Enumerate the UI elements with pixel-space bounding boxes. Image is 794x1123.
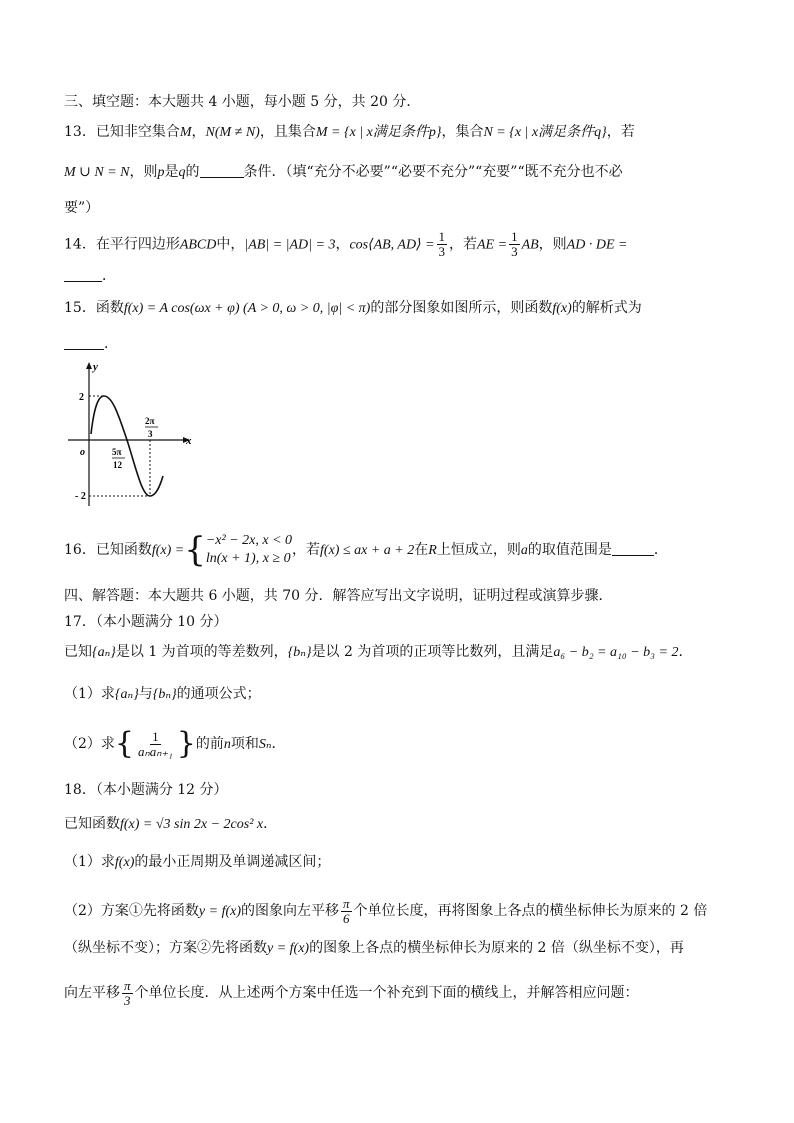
q18-title: 18．（本小题满分 12 分） — [64, 782, 228, 798]
q15-line-2 — [64, 334, 118, 354]
q17-stem — [64, 642, 693, 663]
q17-condition: a₆ − b₂ = a₁₀ − b₃ = 2 — [553, 645, 679, 660]
q15-func: f(x) = A cos(ωx + φ) (A > 0, ω > 0, |φ| < π) — [123, 301, 371, 316]
x2-num-label: 2π — [145, 416, 155, 426]
q17-part-1 — [64, 684, 261, 705]
q18-text: 已知函数 — [64, 816, 120, 832]
q15-end: ． — [104, 336, 118, 352]
q13-text: ，则 — [129, 164, 158, 180]
q16-case-2: ln(x + 1), x ≥ 0 — [205, 551, 291, 566]
q17-text: 项和 — [230, 736, 259, 752]
y-axis-label: y — [93, 361, 98, 373]
q17-sn: Sₙ — [258, 737, 272, 752]
q18-text: （2）方案①先将函数 — [64, 903, 199, 919]
q14-cos-den: 3 — [438, 244, 445, 259]
q16-text: 的取值范围是 — [527, 542, 612, 558]
q14-line-2 — [64, 266, 116, 286]
cosine-curve — [91, 396, 163, 496]
q18-pi3-fraction — [122, 979, 133, 1008]
x-axis-label: x — [186, 435, 192, 447]
q13-p: p — [157, 165, 165, 180]
q16-answer-blank — [612, 541, 654, 556]
q13-text: ，集合 — [441, 124, 484, 140]
q14-line-1 — [64, 230, 627, 259]
q14-ae: AE = — [477, 237, 508, 253]
q14-abcd: ABCD — [179, 237, 217, 253]
q17-frac-num: 1 — [152, 728, 159, 744]
q17-left-brace: { — [114, 726, 135, 761]
y-axis-arrow — [86, 362, 92, 369]
q16-end: ． — [653, 542, 668, 558]
q16-a: a — [520, 543, 528, 558]
q18-pi6-fraction — [341, 897, 352, 926]
y-max-label: 2 — [79, 392, 84, 403]
q17-text: ． — [271, 736, 286, 752]
q14-text: ，若 — [449, 236, 477, 253]
q15-graph — [64, 358, 204, 508]
q14-end: ． — [102, 268, 116, 284]
q13-text: ，若 — [606, 124, 635, 140]
q16-text: 上恒成立，则 — [436, 542, 521, 558]
x1-num-label: 5π — [112, 447, 122, 457]
origin-label: o — [80, 447, 85, 458]
q16-fx: f(x) = — [151, 543, 185, 558]
q17-frac-den: aₙaₙ₊₁ — [138, 743, 173, 759]
q16-text: ，若 — [292, 542, 321, 558]
q18-text: 的最小正周期及单调递减区间； — [134, 854, 331, 870]
q14-text: ， — [335, 236, 350, 253]
q16-case-1: −x² − 2x, x < 0 — [205, 533, 293, 548]
q18-stem — [64, 814, 277, 835]
q17-text: ． — [678, 644, 693, 660]
q18-text: 的图象上各点的横坐标伸长为原来的 2 倍（纵坐标不变），再 — [309, 940, 684, 956]
q16-text: 16．已知函数 — [64, 542, 152, 558]
q13-set-m: M = {x | x满足条件p} — [315, 125, 442, 140]
q17-an: {aₙ} — [92, 645, 116, 660]
q15-answer-blank — [64, 335, 104, 350]
q14-ae-fraction — [509, 230, 520, 259]
q13-line-2 — [64, 162, 623, 183]
q13-n: N(M ≠ N) — [205, 125, 260, 140]
q16-line — [64, 530, 668, 571]
q14-text: ，则 — [538, 236, 567, 253]
q18-pi3-num: π — [124, 977, 131, 993]
q15-text: 的部分图象如图所示，则函数 — [370, 300, 553, 316]
q13-text: 的 — [185, 164, 200, 180]
section-4-header: 四、解答题：本大题共 6 小题，共 70 分．解答应写出文字说明，证明过程或演算步骤． — [64, 588, 613, 604]
q14-norm-eq: |AB| = |AD| = 3 — [244, 237, 336, 253]
q17-an: {aₙ} — [114, 687, 139, 702]
q18-text: 个单位长度．从上述两个方案中任选一个补充到下面的横线上，并解答相应问题： — [134, 985, 639, 1001]
q14-cos-fraction — [437, 230, 448, 259]
q16-brace: { — [184, 530, 206, 570]
q18-pi6-num: π — [343, 895, 350, 911]
q17-bn: {bₙ} — [287, 645, 312, 660]
q13-text: ， — [191, 124, 206, 140]
q17-text: （2）求 — [64, 736, 115, 752]
x1-den-label: 12 — [113, 460, 122, 470]
q15-text: 15．函数 — [64, 300, 124, 316]
q18-text: 个单位长度，再将图象上各点的横坐标伸长为原来的 2 倍 — [353, 903, 708, 919]
q16-text: 在 — [414, 542, 429, 558]
q18-pi3-den: 3 — [124, 992, 131, 1008]
q14-ae-num: 1 — [511, 229, 518, 244]
q18-part-2-line-1 — [64, 894, 707, 929]
q13-m: M — [179, 125, 192, 140]
q18-text: （纵坐标不变）；方案②先将函数 — [64, 940, 267, 956]
q17-right-brace: } — [176, 726, 196, 761]
q18-yfx: y = f(x) — [267, 941, 310, 956]
q17-text: （1）求 — [64, 686, 115, 702]
q13-union: M ∪ N = N — [64, 165, 130, 180]
q14-cos-num: 1 — [438, 229, 445, 244]
q17-text: 的通项公式； — [176, 686, 261, 702]
q18-part-1 — [64, 852, 330, 873]
q13-text: 是 — [164, 164, 179, 180]
q18-fx: f(x) — [114, 855, 135, 870]
q17-text: 已知 — [64, 644, 92, 660]
q17-bn: {bₙ} — [152, 687, 177, 702]
q14-dot: AD · DE = — [566, 237, 628, 253]
q14-ae-den: 3 — [511, 244, 518, 259]
q13-text: ，且集合 — [259, 124, 316, 140]
q13-text: 条件．（填“充分不必要”“必要不充分”“充要”“既不充分也不必 — [243, 164, 623, 180]
q18-text: ． — [263, 816, 278, 832]
section-3-header: 三、填空题：本大题共 4 小题，每小题 5 分，共 20 分． — [64, 94, 421, 110]
q17-title: 17．（本小题满分 10 分） — [64, 614, 228, 630]
q15-text: 的解析式为 — [571, 300, 642, 316]
q18-text: 向左平移 — [64, 985, 120, 1001]
x2-den-label: 3 — [148, 429, 153, 439]
q18-func: f(x) = √3 sin 2x − 2cos² x — [120, 817, 264, 832]
q13-set-n: N = {x | x满足条件q} — [483, 125, 607, 140]
q18-yfx: y = f(x) — [198, 904, 242, 919]
q17-fraction — [136, 730, 175, 759]
q17-text: 与 — [138, 686, 153, 702]
q18-part-2-line-3 — [64, 976, 639, 1010]
q17-part-2 — [64, 726, 286, 763]
q13-text: 13．已知非空集合 — [64, 124, 180, 140]
q13-line-3: 要”） — [64, 200, 100, 216]
q15-fx: f(x) — [552, 301, 572, 316]
q18-text: 的图象向左平移 — [241, 903, 340, 919]
q18-pi6-den: 6 — [343, 910, 350, 926]
q18-part-2-line-2 — [64, 938, 684, 959]
q13-line-1 — [64, 122, 635, 143]
q13-answer-blank — [200, 163, 244, 178]
q15-line-1 — [64, 298, 642, 319]
q17-n: n — [223, 737, 231, 752]
q16-ineq: f(x) ≤ ax + a + 2 — [320, 543, 415, 558]
q16-r: R — [428, 543, 437, 558]
q16-piecewise — [206, 532, 292, 568]
q14-text: 中， — [216, 236, 245, 253]
y-min-label: - 2 — [75, 491, 86, 502]
q17-text: 是以 1 为首项的等差数列， — [115, 644, 288, 660]
q14-ae-vec: AB — [521, 237, 539, 253]
q13-q: q — [178, 165, 186, 180]
q14-answer-blank — [64, 267, 102, 282]
q17-text: 的前 — [195, 736, 224, 752]
q17-text: 是以 2 为首项的正项等比数列，且满足 — [311, 644, 554, 660]
q18-text: （1）求 — [64, 854, 115, 870]
q14-cos: cos⟨AB, AD⟩ = — [349, 237, 435, 253]
q14-text: 14．在平行四边形 — [64, 236, 180, 253]
